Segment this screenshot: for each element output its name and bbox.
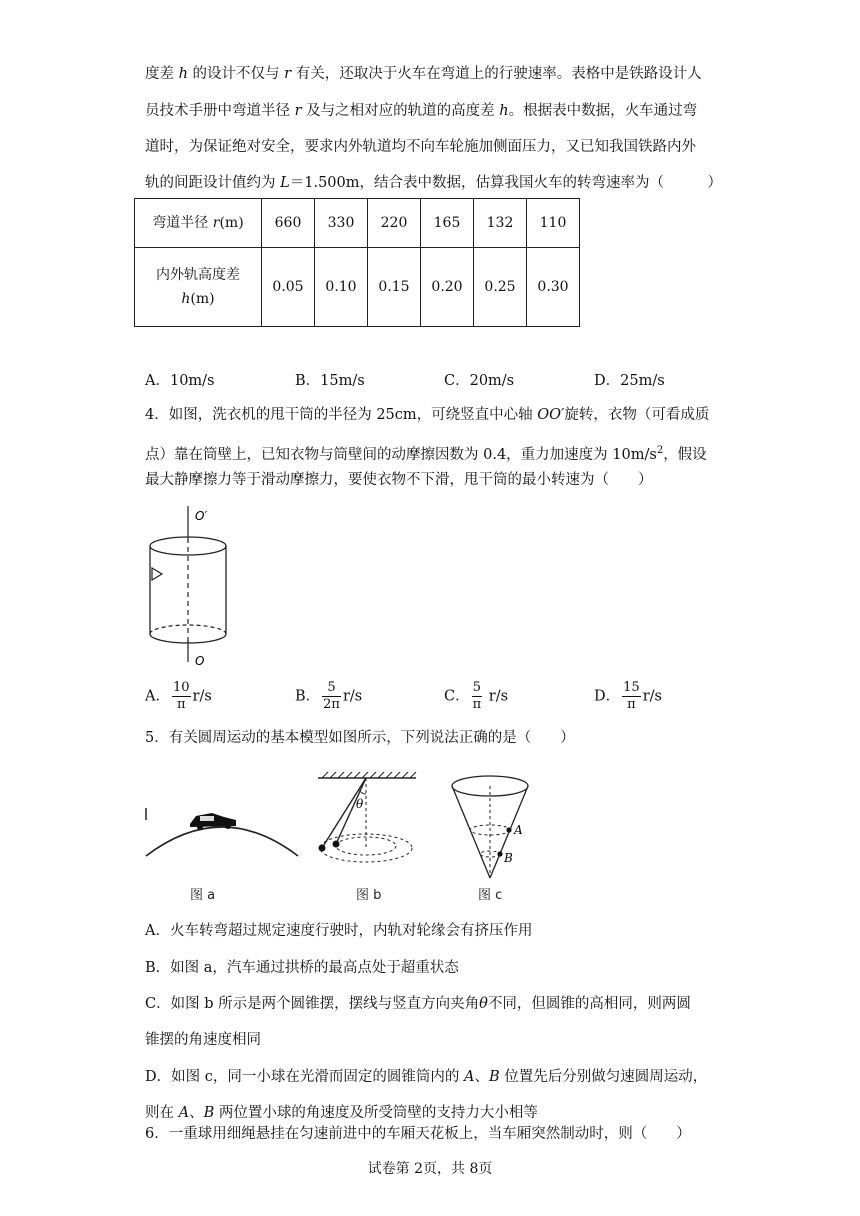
table-cell: 0.25 — [474, 248, 527, 327]
q3-line-2: 员技术手册中弯道半径 r 及与之相对应的轨道的高度差 h。根据表中数据，火车通过弯 — [145, 103, 698, 119]
axis-top-label: O′ — [195, 509, 208, 523]
table-cell: 110 — [527, 199, 580, 248]
table-cell: 132 — [474, 199, 527, 248]
q5-option-d-line-1: D．如图 c，同一小球在光滑而固定的圆锥筒内的 A、B 位置先后分别做匀速圆周运动， — [145, 1069, 708, 1085]
table-cell: 0.10 — [315, 248, 368, 327]
figure-a-arch-bridge — [140, 800, 300, 860]
page-footer: 试卷第 2页，共 8页 — [367, 1161, 493, 1177]
q5-option-d-line-2: 则在 A、B 两位置小球的角速度及所受筒壁的支持力大小相等 — [145, 1105, 538, 1121]
q3-option-d: D．25m/s — [594, 373, 665, 389]
q4-option-d: D． $\frac{15}{\pi}$ r/s — [594, 680, 662, 712]
point-b-label: B — [504, 851, 513, 865]
table-cell: 0.05 — [262, 248, 315, 327]
table-cell: 0.30 — [527, 248, 580, 327]
q4-option-b: B． $\frac{5}{2\pi}$ r/s — [295, 680, 363, 712]
table-head-radius: 弯道半径 r(m) — [135, 199, 262, 248]
axis-bottom-label: O — [195, 654, 205, 668]
q4-line-3: 最大静摩擦力等于滑动摩擦力，要使衣物不下滑，甩干筒的最小转速为（ ） — [145, 472, 653, 488]
q3-line-3: 道时，为保证绝对安全，要求内外轨道均不向车轮施加侧面压力，又已知我国铁路内外 — [145, 139, 696, 155]
dryer-drum-figure — [140, 500, 240, 670]
figure-c-cone — [448, 770, 548, 885]
q5-option-c-line-2: 锥摆的角速度相同 — [145, 1032, 261, 1048]
q4-option-c: C． $\frac{5}{\pi}$ r/s — [444, 680, 509, 712]
table-cell: 330 — [315, 199, 368, 248]
figure-b-caption: 图 b — [356, 888, 382, 903]
radius-height-table — [134, 198, 580, 327]
table-head-height: 内外轨高度差 h(m) — [135, 248, 262, 327]
q5-option-b: B．如图 a，汽车通过拱桥的最高点处于超重状态 — [145, 960, 459, 976]
q4-line-2: 点）靠在筒壁上，已知衣物与筒壁间的动摩擦因数为 0.4，重力加速度为 $10m/s^2$，假设 — [145, 445, 707, 463]
q4-line-1: 4．如图，洗衣机的甩干筒的半径为 25cm，可绕竖直中心轴 OO′旋转，衣物（可看成质 — [145, 407, 710, 423]
figure-a-caption: 图 a — [190, 888, 216, 903]
table-cell: 165 — [421, 199, 474, 248]
q6-stem: 6．一重球用细绳悬挂在匀速前进中的车厢天花板上，当车厢突然制动时，则（ ） — [145, 1126, 691, 1142]
q5-option-c-line-1: C．如图 b 所示是两个圆锥摆，摆线与竖直方向夹角θ不同，但圆锥的高相同，则两圆 — [145, 996, 691, 1012]
q4-option-a: A． $\frac{10}{\pi}$ r/s — [145, 680, 212, 712]
point-a-label: A — [514, 823, 523, 837]
figure-b-conical-pendulum — [300, 770, 440, 880]
q5-stem: 5．有关圆周运动的基本模型如图所示，下列说法正确的是（ ） — [145, 730, 575, 746]
theta-label: θ — [356, 797, 364, 811]
q3-option-b: B．15m/s — [295, 373, 365, 389]
table-cell: 660 — [262, 199, 315, 248]
q3-line-4: 轨的间距设计值约为 L＝1.500m，结合表中数据，估算我国火车的转弯速率为（ ） — [145, 175, 723, 191]
table-cell: 220 — [368, 199, 421, 248]
q3-line-1: 度差 h 的设计不仅与 r 有关，还取决于火车在弯道上的行驶速率。表格中是铁路设计人 — [145, 66, 702, 82]
q5-option-a: A．火车转弯超过规定速度行驶时，内轨对轮缘会有挤压作用 — [145, 923, 533, 939]
figure-c-caption: 图 c — [478, 888, 503, 903]
q3-option-c: C．20m/s — [444, 373, 515, 389]
table-cell: 0.15 — [368, 248, 421, 327]
table-cell: 0.20 — [421, 248, 474, 327]
q3-option-a: A．10m/s — [145, 373, 215, 389]
